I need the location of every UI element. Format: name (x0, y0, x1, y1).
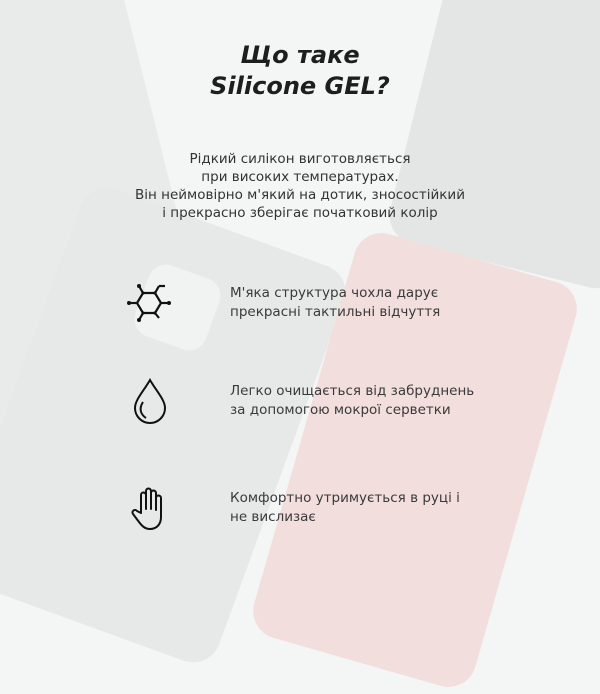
intro-line: і прекрасно зберігає початковий колір (162, 205, 438, 221)
molecule-icon (125, 278, 175, 328)
title-line-1: Що таке (240, 41, 360, 69)
feature-text: Комфортно утримується в руці і (230, 490, 460, 506)
page-title (0, 40, 600, 102)
intro-line: Він неймовірно м'який на дотик, зносостійкий (135, 187, 465, 203)
feature-comfortable-grip (125, 483, 545, 533)
feature-easy-clean (125, 376, 545, 426)
feature-text: не вислизає (230, 509, 316, 525)
intro-text (0, 150, 600, 222)
water-drop-icon (125, 376, 175, 426)
feature-soft-structure (125, 278, 545, 328)
feature-text: Легко очищається від забруднень (230, 383, 475, 399)
feature-text: прекрасні тактильні відчуття (230, 304, 441, 320)
title-line-2: Silicone GEL? (210, 72, 390, 100)
hand-icon (125, 483, 175, 533)
feature-text: за допомогою мокрої серветки (230, 402, 451, 418)
intro-line: Рідкий силікон виготовляється (189, 151, 411, 167)
feature-text: М'яка структура чохла дарує (230, 285, 439, 301)
intro-line: при високих температурах. (201, 169, 399, 185)
